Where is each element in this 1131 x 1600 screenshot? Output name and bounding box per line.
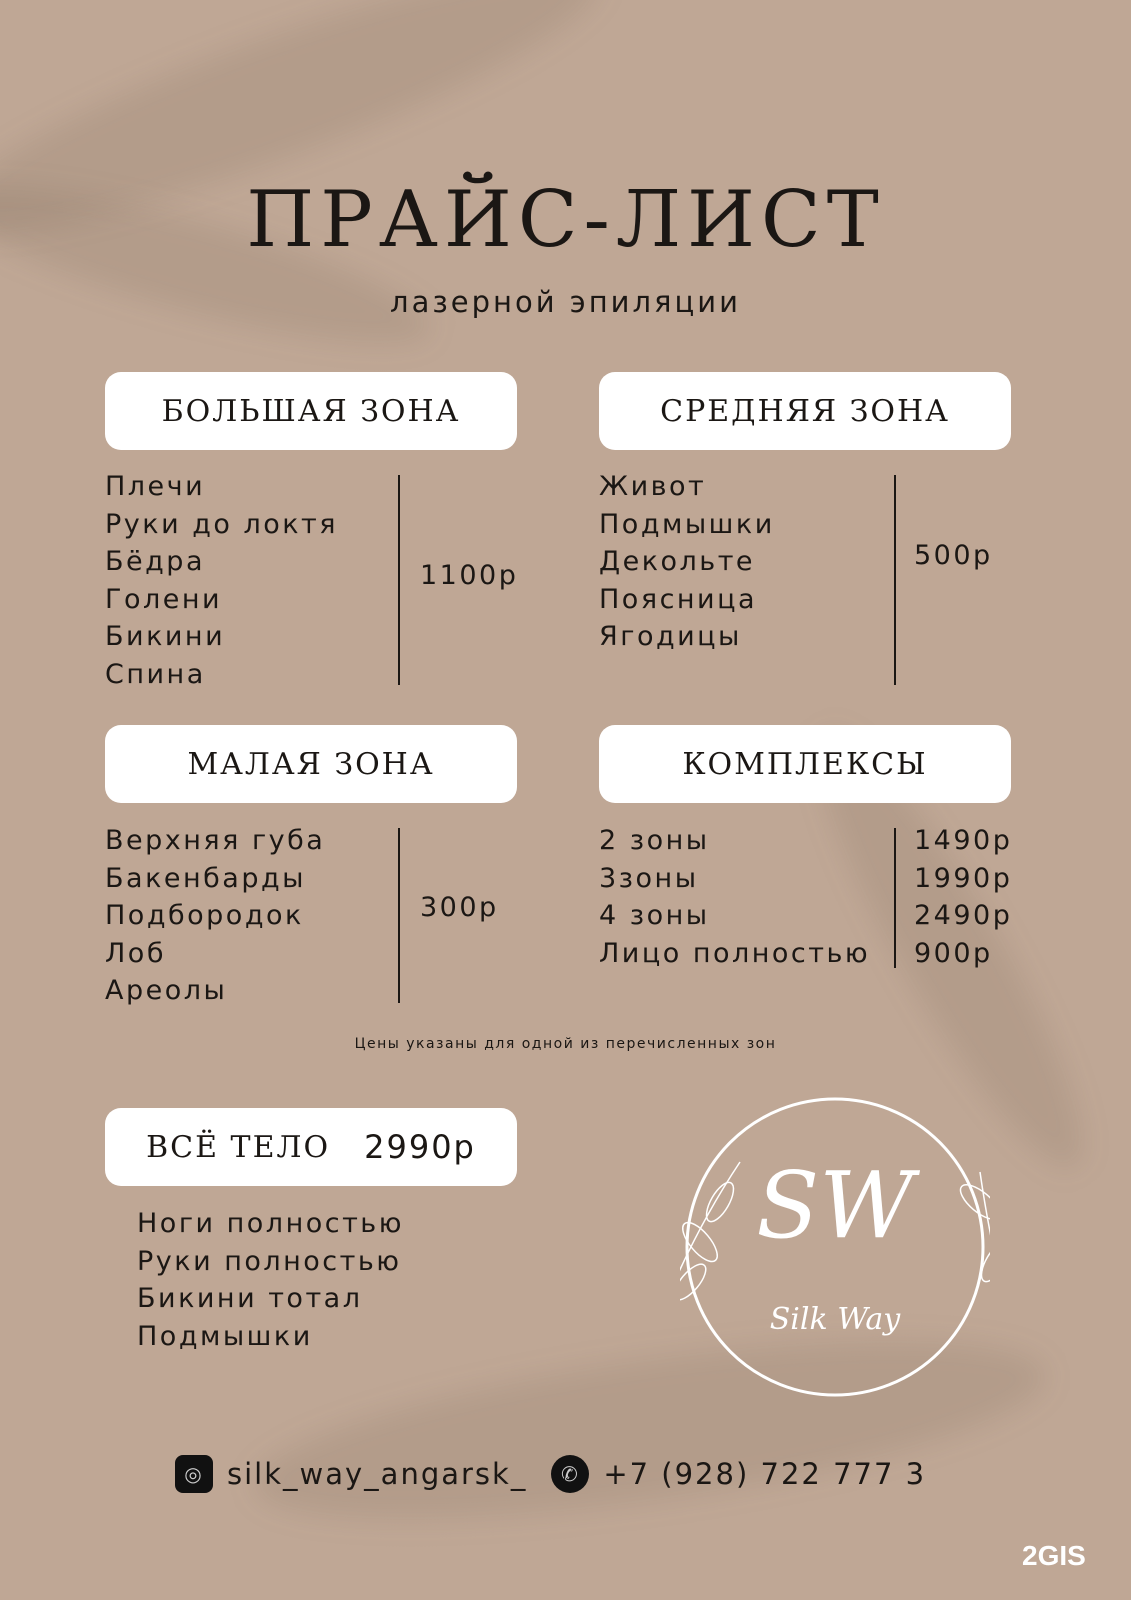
list-item: Верхняя губа: [105, 825, 326, 856]
list-item: 3зоны: [599, 862, 699, 894]
list-item: Руки до локтя: [105, 508, 339, 540]
price: 900р: [914, 937, 993, 969]
list-item: 2 зоны: [599, 825, 710, 856]
phone-link[interactable]: +7 (928) 722 777 3: [603, 1457, 927, 1491]
page-subtitle: лазерной эпиляции: [390, 285, 741, 319]
logo-name: Silk Way: [769, 1302, 901, 1337]
section-header-medium: СРЕДНЯЯ ЗОНА: [599, 372, 1011, 450]
list-item: Спина: [105, 658, 206, 690]
list-item: Подмышки: [137, 1320, 313, 1352]
whole-body-label: ВСЁ ТЕЛО: [146, 1129, 331, 1165]
section-header-small: МАЛАЯ ЗОНА: [105, 725, 517, 803]
section-header-complexes: КОМПЛЕКСЫ: [599, 725, 1011, 803]
divider: [398, 828, 400, 1003]
whole-body-header: [105, 1108, 517, 1186]
section-list-medium: [599, 468, 775, 656]
list-item: Живот: [599, 471, 707, 502]
divider: [894, 475, 896, 685]
section-list-complexes: [599, 822, 870, 972]
logo: [680, 1092, 990, 1402]
whatsapp-icon: ✆: [551, 1455, 589, 1493]
list-item: Бёдра: [105, 546, 205, 578]
list-item: Бикини тотал: [137, 1283, 363, 1315]
section-list-small: [105, 822, 325, 1010]
contacts: [175, 1455, 926, 1493]
list-item: Лицо полностью: [599, 937, 871, 969]
divider: [894, 828, 896, 968]
instagram-icon: ◎: [175, 1455, 213, 1493]
price: 2490р: [914, 900, 1013, 932]
list-item: Декольте: [599, 546, 756, 578]
list-item: Бикини: [105, 621, 226, 653]
list-item: Подмышки: [599, 508, 775, 540]
page-title: ПРАЙС-ЛИСТ: [246, 175, 885, 265]
list-item: Руки полностью: [137, 1245, 402, 1277]
divider: [398, 475, 400, 685]
list-item: Ареолы: [105, 975, 228, 1007]
list-item: Поясница: [599, 583, 758, 615]
section-header-large: БОЛЬШАЯ ЗОНА: [105, 372, 517, 450]
logo-monogram: SW: [756, 1152, 914, 1259]
price: 1990р: [914, 862, 1013, 894]
instagram-link[interactable]: silk_way_angarsk_: [227, 1457, 528, 1491]
price: 500р: [914, 540, 993, 571]
whole-body-list: [137, 1205, 404, 1355]
list-item: Лоб: [105, 937, 166, 969]
list-item: Бакенбарды: [105, 862, 306, 894]
list-item: Голени: [105, 583, 223, 615]
watermark: 2GIS: [1022, 1540, 1086, 1571]
list-item: Подбородок: [105, 900, 304, 932]
price: 1490р: [914, 825, 1013, 856]
list-item: Плечи: [105, 471, 206, 502]
price: 300р: [420, 892, 499, 923]
list-item: Ноги полностью: [137, 1208, 404, 1239]
whole-body-price: 2990р: [364, 1128, 476, 1166]
price: 1100р: [420, 560, 519, 591]
price-note: Цены указаны для одной из перечисленных зон: [354, 1036, 777, 1052]
complex-prices: [914, 822, 1012, 972]
list-item: Ягодицы: [599, 621, 742, 653]
section-list-large: [105, 468, 338, 694]
list-item: 4 зоны: [599, 900, 710, 932]
